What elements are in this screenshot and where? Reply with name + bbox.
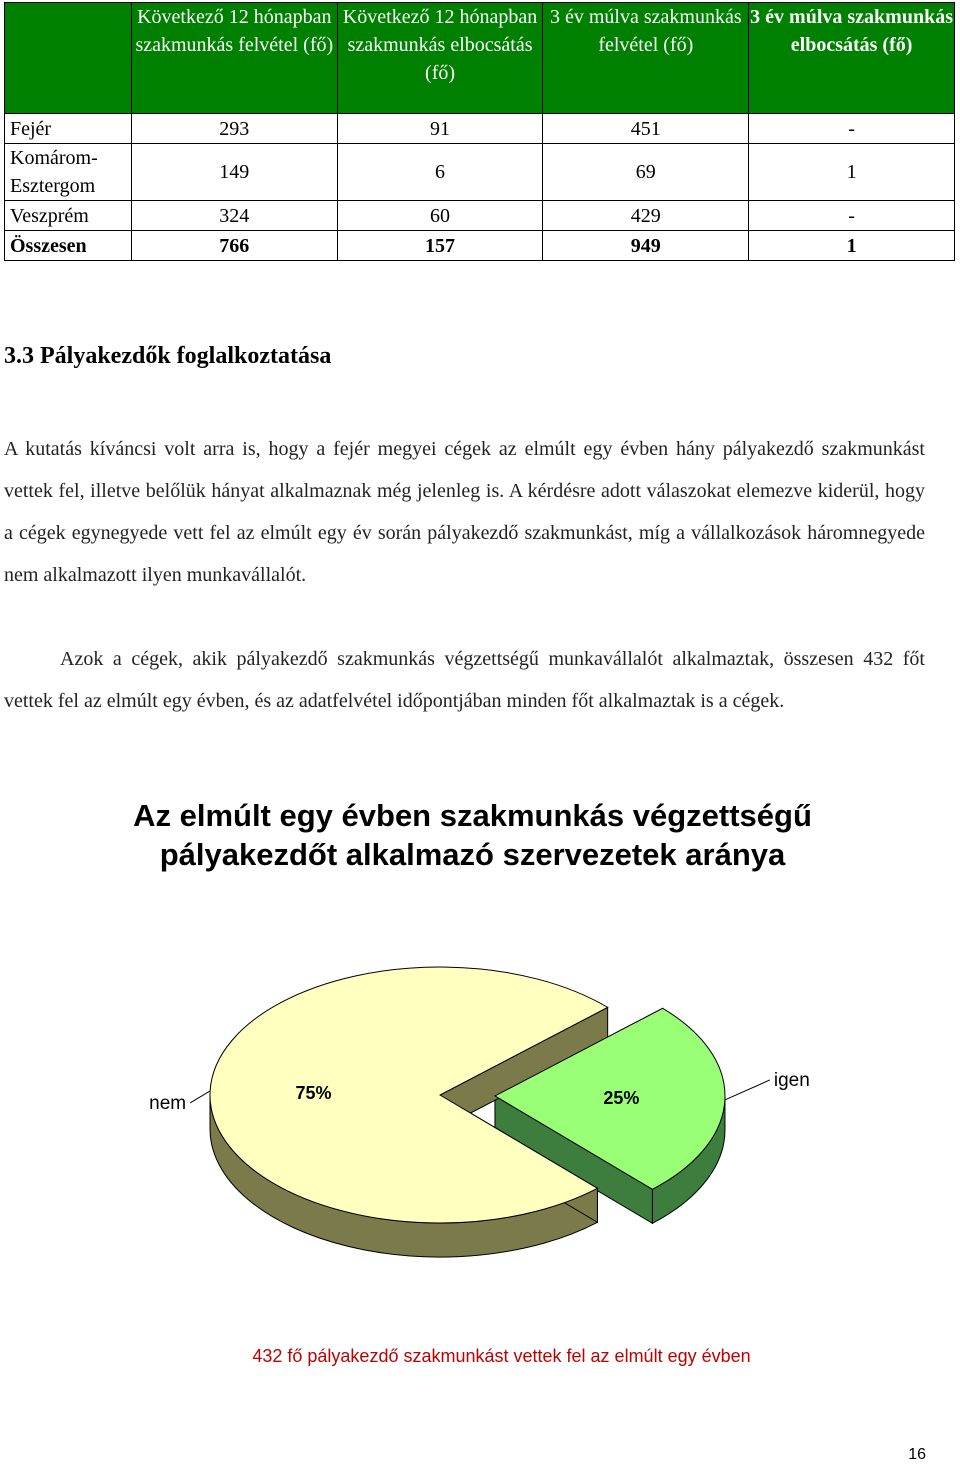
chart-title-line: Az elmúlt egy évben szakmunkás végzettségű <box>133 798 812 833</box>
table-cell: 451 <box>543 114 749 144</box>
table-cell: 1 <box>749 231 955 261</box>
table-cell: Fejér <box>5 114 132 144</box>
table-cell: 766 <box>131 231 337 261</box>
table-cell: 60 <box>337 201 543 231</box>
table-row <box>5 201 955 231</box>
table-cell: 157 <box>337 231 543 261</box>
pie-category-label: igen <box>773 1069 810 1091</box>
chart-note: 432 fő pályakezdő szakmunkást vettek fel az elmúlt egy évben <box>252 1346 751 1366</box>
table-cell: 293 <box>131 114 337 144</box>
pie-value-label: 25% <box>603 1088 640 1109</box>
chart-title <box>0 796 945 874</box>
table-cell: 949 <box>543 231 749 261</box>
table-header-cell: Következő 12 hónapban szakmunkás felvétel (fő) <box>131 3 337 114</box>
pie-chart <box>0 900 960 1300</box>
pie-leader-line <box>725 1080 770 1100</box>
table-cell: 1 <box>749 144 955 201</box>
table-cell: 6 <box>337 144 543 201</box>
pie-value-label: 75% <box>295 1082 332 1103</box>
body-paragraph: A kutatás kíváncsi volt arra is, hogy a fejér megyei cégek az elmúlt egy évben hány pályakezdő szakmunkást vettek fel, illetve belőlük hányat alkalmaznak még jelenleg is. A kérdésre adott válaszokat elemezve kiderül, hogy a cégek egynegyede vett fel az elmúlt egy év során pályakezdő szakmunkást, míg a vállalkozások háromnegyede nem alkalmazott ilyen munkavállalót. <box>4 438 925 586</box>
table-total-row <box>5 231 955 261</box>
page-number: 16 <box>908 1446 926 1463</box>
section-heading: 3.3 Pályakezdők foglalkoztatása <box>4 343 332 369</box>
table-cell: Összesen <box>5 231 132 261</box>
table-row <box>5 114 955 144</box>
table-cell: 69 <box>543 144 749 201</box>
table-cell: 149 <box>131 144 337 201</box>
table-cell: Veszprém <box>5 201 132 231</box>
table-header-cell: Következő 12 hónapban szakmunkás elbocsátás (fő) <box>337 3 543 114</box>
statistics-table <box>4 2 955 261</box>
pie-category-label: nem <box>149 1092 187 1114</box>
table-cell: - <box>749 201 955 231</box>
table-cell: Komárom-Esztergom <box>5 144 132 201</box>
table-row <box>5 144 955 201</box>
table-header-row <box>5 3 955 114</box>
table-cell: - <box>749 114 955 144</box>
table-header-cell <box>5 3 132 114</box>
table-cell: 91 <box>337 114 543 144</box>
table-cell: 429 <box>543 201 749 231</box>
pie-leader-line <box>190 1091 210 1103</box>
chart-title-line: pályakezdőt alkalmazó szervezetek aránya <box>159 837 786 872</box>
body-paragraph: Azok a cégek, akik pályakezdő szakmunkás végzettségű munkavállalót alkalmaztak, összesen 432 főt vettek fel az elmúlt egy évben, és az adatfelvétel időpontjában minden főt alkalmaztak is a cégek. <box>4 648 925 712</box>
table-header-cell: 3 év múlva szakmunkás elbocsátás (fő) <box>749 3 955 114</box>
table-cell: 324 <box>131 201 337 231</box>
table-header-cell: 3 év múlva szakmunkás felvétel (fő) <box>543 3 749 114</box>
